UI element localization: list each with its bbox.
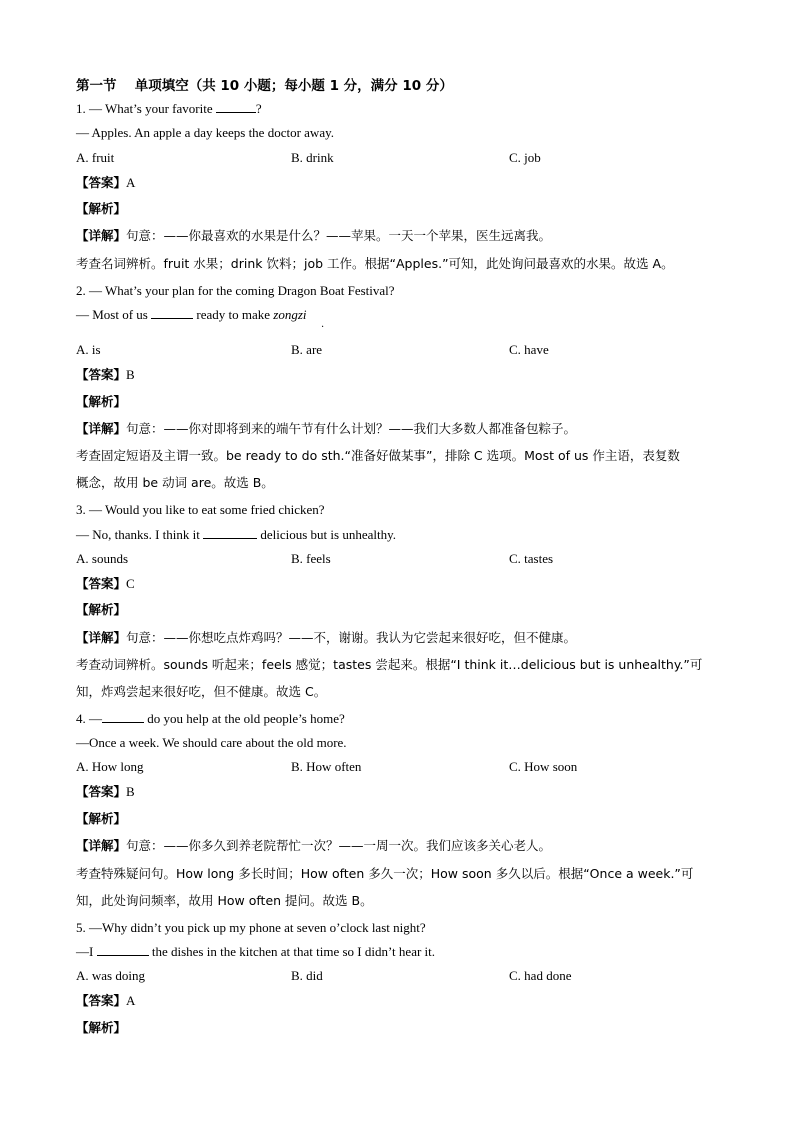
answer-tag: 【答案】 <box>76 576 127 591</box>
option-b: B. did <box>291 968 323 983</box>
option-b: B. are <box>291 342 323 357</box>
detail-tag: 【详解】 <box>76 630 127 645</box>
answer-value: A <box>126 175 136 190</box>
question-4-reply: —Once a week. We should care about the old more. <box>76 735 347 750</box>
detail-tag: 【详解】 <box>76 228 127 243</box>
question-2-reply: — Most of us ready to make zongzi <box>76 307 307 322</box>
answer-blank <box>151 307 193 319</box>
answer-blank <box>102 711 144 723</box>
answer-blank <box>203 527 257 539</box>
option-c: C. tastes <box>509 551 554 566</box>
option-c: C. had done <box>509 968 572 983</box>
question-3-stem: 3. — Would you like to eat some fried chicken? <box>76 502 325 517</box>
answer-tag: 【答案】 <box>76 784 127 799</box>
detail-line: 考查固定短语及主谓一致。be ready to do sth.“准备好做某事”，排除 C 选项。Most of us 作主语，表复数 <box>76 448 680 463</box>
answer-tag: 【答案】 <box>76 175 127 190</box>
answer-value: B <box>126 367 135 382</box>
detail-line: 考查特殊疑问句。How long 多长时间；How often 多久一次；How soon 多久以后。根据“Once a week.”可 <box>76 866 694 881</box>
question-1-stem-text: 1. — What’s your favorite <box>76 101 216 116</box>
detail-line: 【详解】句意：——你多久到养老院帮忙一次？——一周一次。我们应该多关心老人。 <box>76 838 552 853</box>
option-a: A. How long <box>76 759 144 774</box>
option-b: B. drink <box>291 150 334 165</box>
answer-row <box>76 576 135 592</box>
sentence-period: . <box>321 319 325 330</box>
detail-tag: 【详解】 <box>76 838 127 853</box>
option-a: A. fruit <box>76 150 115 165</box>
detail-line: 【详解】句意：——你对即将到来的端午节有什么计划？——我们大多数人都准备包粽子。 <box>76 421 577 436</box>
question-1-reply: — Apples. An apple a day keeps the doctor away. <box>76 125 335 140</box>
zongzi-word: zongzi <box>273 307 307 322</box>
question-5-reply: —I the dishes in the kitchen at that time so I didn’t hear it. <box>76 944 436 959</box>
analysis-tag: 【解析】 <box>76 811 127 826</box>
question-2-stem: 2. — What’s your plan for the coming Dragon Boat Festival? <box>76 283 395 298</box>
answer-blank <box>97 944 149 956</box>
detail-line: 知，炸鸡尝起来很好吃，但不健康。故选 C。 <box>76 684 327 699</box>
question-1-stem: 1. — What’s your favorite ? <box>76 101 262 116</box>
option-b: B. How often <box>291 759 362 774</box>
analysis-tag: 【解析】 <box>76 201 127 216</box>
section-title: 第一节 单项填空（共 10 小题；每小题 1 分，满分 10 分） <box>76 78 453 94</box>
answer-row <box>76 175 135 191</box>
question-5-stem: 5. —Why didn’t you pick up my phone at seven o’clock last night? <box>76 920 426 935</box>
option-c: C. job <box>509 150 541 165</box>
option-c: C. How soon <box>509 759 578 774</box>
detail-line: 概念，故用 be 动词 are。故选 B。 <box>76 475 274 490</box>
answer-value: A <box>126 993 136 1008</box>
answer-row <box>76 367 135 383</box>
question-4-stem: 4. — do you help at the old people’s home? <box>76 711 345 726</box>
detail-tag: 【详解】 <box>76 421 127 436</box>
option-a: A. sounds <box>76 551 129 566</box>
option-b: B. feels <box>291 551 331 566</box>
answer-blank <box>216 101 256 113</box>
answer-tag: 【答案】 <box>76 367 127 382</box>
detail-line: 【详解】句意：——你最喜欢的水果是什么？——苹果。一天一个苹果，医生远离我。 <box>76 228 552 243</box>
detail-line: 考查动词辨析。sounds 听起来；feels 感觉；tastes 尝起来。根据“I think it…delicious but is unhealthy.”可 <box>76 657 703 672</box>
analysis-tag: 【解析】 <box>76 1020 127 1035</box>
analysis-tag: 【解析】 <box>76 394 127 409</box>
detail-line: 【详解】句意：——你想吃点炸鸡吗？——不，谢谢。我认为它尝起来很好吃，但不健康。 <box>76 630 577 645</box>
analysis-tag: 【解析】 <box>76 602 127 617</box>
answer-row <box>76 993 135 1009</box>
answer-tag: 【答案】 <box>76 993 127 1008</box>
question-3-reply: — No, thanks. I think it delicious but is unhealthy. <box>76 527 396 542</box>
option-a: A. is <box>76 342 101 357</box>
answer-value: B <box>126 784 135 799</box>
option-a: A. was doing <box>76 968 145 983</box>
detail-line: 考查名词辨析。fruit 水果；drink 饮料；job 工作。根据“Apples.”可知，此处询问最喜欢的水果。故选 A。 <box>76 256 674 271</box>
option-c: C. have <box>509 342 549 357</box>
detail-line: 知，此处询问频率，故用 How often 提问。故选 B。 <box>76 893 373 908</box>
answer-row <box>76 784 135 800</box>
answer-value: C <box>126 576 135 591</box>
